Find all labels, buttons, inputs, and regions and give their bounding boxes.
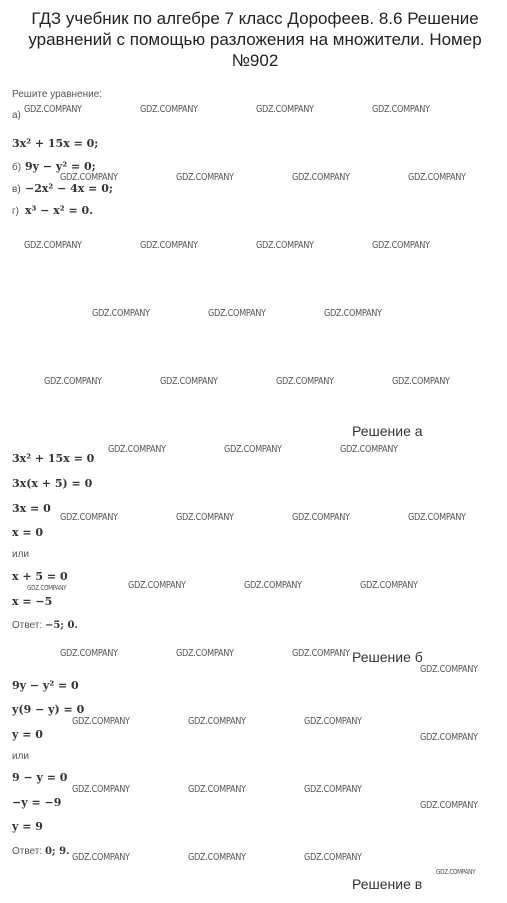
item-d-equation: x³ − x² = 0. [25, 204, 93, 217]
watermark: GDZ.COMPANY [44, 376, 102, 387]
solution-b-line: y = 9 [12, 820, 43, 833]
solution-b-line: y(9 − y) = 0 [12, 703, 85, 716]
watermark: GDZ.COMPANY [60, 512, 118, 523]
watermark: GDZ.COMPANY [256, 240, 314, 251]
item-d-letter: г) [12, 206, 19, 217]
watermark: GDZ.COMPANY [304, 716, 362, 727]
watermark: GDZ.COMPANY [224, 444, 282, 455]
solution-b-line: −y = −9 [12, 796, 62, 809]
watermark: GDZ.COMPANY [244, 580, 302, 591]
solution-b-line: 9y − y² = 0 [12, 679, 79, 692]
item-a-equation: 3x² + 15x = 0; [12, 137, 99, 150]
solution-a-line: 3x² + 15x = 0 [12, 452, 95, 465]
solution-a-line: 3x(x + 5) = 0 [12, 477, 93, 490]
watermark: GDZ.COMPANY [24, 104, 82, 115]
solution-a-line: x + 5 = 0 [12, 570, 68, 583]
watermark: GDZ.COMPANY [292, 512, 350, 523]
solution-b-line: y = 0 [12, 728, 43, 741]
watermark: GDZ.COMPANY [340, 444, 398, 455]
item-a-letter: а) [12, 110, 21, 121]
watermark: GDZ.COMPANY [72, 852, 130, 863]
solution-a-answer [12, 620, 78, 631]
item-c-letter: в) [12, 184, 21, 195]
watermark: GDZ.COMPANY [108, 444, 166, 455]
solution-c-heading: Решение в [352, 876, 423, 892]
watermark: GDZ.COMPANY [304, 852, 362, 863]
watermark: GDZ.COMPANY [140, 104, 198, 115]
item-b-equation: 9y − y² = 0; [25, 160, 96, 173]
watermark: GDZ.COMPANY [92, 308, 150, 319]
item-c-equation: −2x² − 4x = 0; [25, 182, 113, 195]
answer-value: −5; 0. [44, 620, 78, 631]
watermark: GDZ.COMPANY [176, 172, 234, 183]
watermark: GDZ.COMPANY [188, 716, 246, 727]
watermark: GDZ.COMPANY [208, 308, 266, 319]
solution-b-answer [12, 846, 70, 857]
solution-a-line: x = −5 [12, 595, 53, 608]
solution-b-heading: Решение б [352, 649, 423, 665]
watermark: GDZ.COMPANY [188, 852, 246, 863]
watermark: GDZ.COMPANY [24, 240, 82, 251]
watermark: GDZ.COMPANY [304, 784, 362, 795]
watermark: GDZ.COMPANY [188, 784, 246, 795]
watermark: GDZ.COMPANY [292, 648, 350, 659]
watermark: GDZ.COMPANY [160, 376, 218, 387]
solution-b-or: или [12, 751, 30, 762]
solution-a-heading: Решение а [352, 423, 423, 439]
task-prompt: Решите уравнение: [12, 89, 103, 100]
solution-b-line: 9 − y = 0 [12, 771, 68, 784]
watermark: GDZ.COMPANY [60, 172, 118, 183]
answer-value: 0; 9. [44, 846, 70, 857]
watermark: GDZ.COMPANY [372, 240, 430, 251]
watermark: GDZ.COMPANY [436, 868, 476, 876]
solution-a-line: 3x = 0 [12, 502, 51, 515]
watermark: GDZ.COMPANY [276, 376, 334, 387]
watermark: GDZ.COMPANY [408, 512, 466, 523]
watermark: GDZ.COMPANY [420, 800, 478, 811]
watermark: GDZ.COMPANY [176, 512, 234, 523]
watermark: GDZ.COMPANY [372, 104, 430, 115]
watermark: GDZ.COMPANY [60, 648, 118, 659]
watermark: GDZ.COMPANY [408, 172, 466, 183]
watermark: GDZ.COMPANY [176, 648, 234, 659]
watermark: GDZ.COMPANY [140, 240, 198, 251]
watermark: GDZ.COMPANY [256, 104, 314, 115]
answer-label: Ответ: [12, 620, 43, 631]
solution-a-or: или [12, 549, 30, 560]
watermark: GDZ.COMPANY [324, 308, 382, 319]
watermark: GDZ.COMPANY [420, 664, 478, 675]
answer-label: Ответ: [12, 846, 43, 857]
watermark: GDZ.COMPANY [392, 376, 450, 387]
watermark: GDZ.COMPANY [292, 172, 350, 183]
page-title: ГДЗ учебник по алгебре 7 класс Дорофеев. 8.6 Решение уравнений с помощью разложения на множители. Номер №902 [28, 9, 482, 70]
item-b-letter: б) [12, 162, 22, 173]
solution-a-line: x = 0 [12, 526, 44, 539]
watermark: GDZ.COMPANY [72, 716, 130, 727]
watermark: GDZ.COMPANY [128, 580, 186, 591]
watermark: GDZ.COMPANY [27, 584, 67, 592]
watermark: GDZ.COMPANY [360, 580, 418, 591]
watermark: GDZ.COMPANY [72, 784, 130, 795]
watermark: GDZ.COMPANY [420, 732, 478, 743]
